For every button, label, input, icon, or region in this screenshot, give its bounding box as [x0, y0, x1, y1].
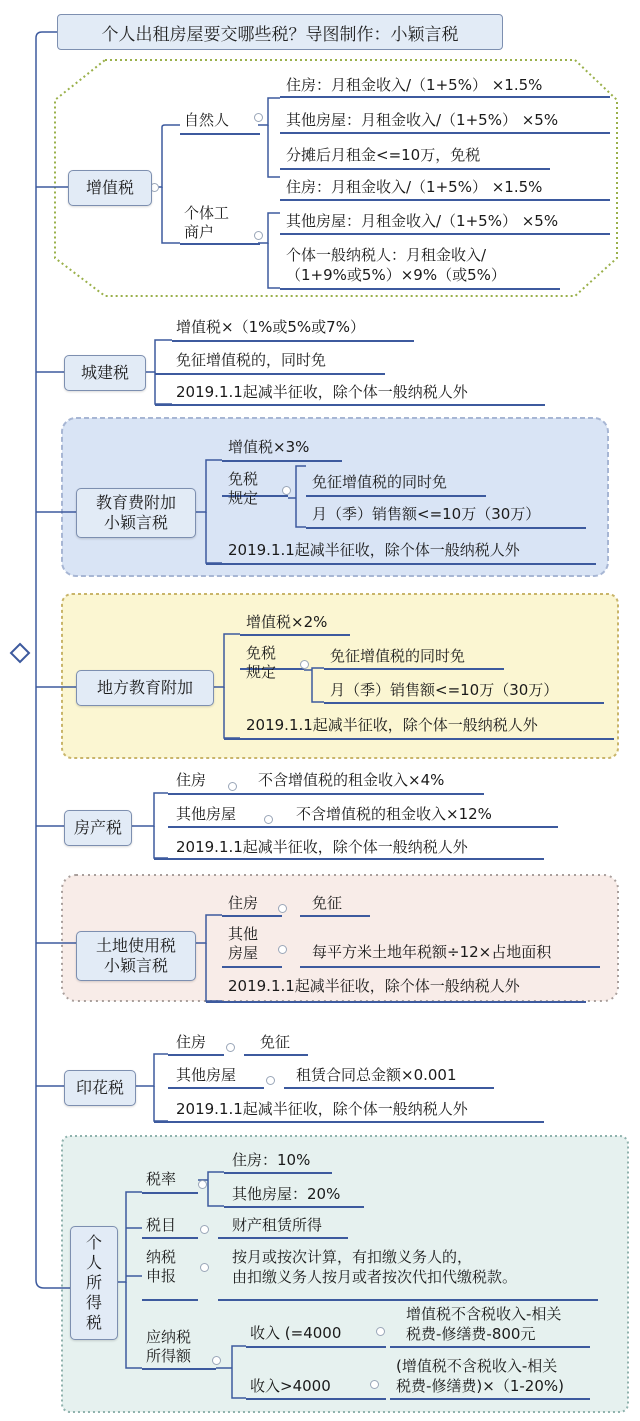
vat-biz-housing[interactable]: 住房：月租金收入/（1+5%） ×1.5% — [286, 178, 543, 196]
branch-underline — [280, 96, 610, 98]
branch-underline — [280, 233, 610, 235]
collapse-toggle-icon[interactable] — [300, 660, 309, 669]
branch-underline — [222, 966, 282, 968]
branch-underline — [240, 634, 350, 636]
city-half[interactable]: 2019.1.1起减半征收，除个体一般纳税人外 — [176, 383, 468, 401]
branch-underline — [268, 826, 558, 828]
branch-underline — [168, 1087, 264, 1089]
pit-high-value-2[interactable]: 税费-修缮费)×（1-20%) — [396, 1377, 564, 1395]
branch-underline — [180, 243, 260, 245]
collapse-toggle-icon[interactable] — [370, 1380, 379, 1389]
collapse-toggle-icon[interactable] — [278, 945, 287, 954]
node-land-use-tax[interactable]: 土地使用税 小颖言税 — [76, 931, 196, 981]
local-rate[interactable]: 增值税×2% — [246, 613, 328, 631]
branch-underline — [206, 1001, 586, 1003]
branch-underline — [222, 460, 342, 462]
vat-individual-business[interactable]: 个体工 商户 — [184, 204, 230, 241]
branch-underline — [206, 563, 596, 565]
stamp-housing[interactable]: 住房 — [176, 1033, 207, 1051]
branch-underline — [280, 132, 610, 134]
branch-underline — [390, 1398, 590, 1400]
collapse-toggle-icon[interactable] — [376, 1327, 385, 1336]
city-exempt[interactable]: 免征增值税的，同时免 — [176, 351, 327, 369]
edu-half[interactable]: 2019.1.1起减半征收，除个体一般纳税人外 — [228, 541, 520, 559]
map-title[interactable]: 个人出租房屋要交哪些税？导图制作：小颖言税 — [57, 14, 503, 50]
node-vat[interactable]: 增值税 — [68, 170, 152, 206]
edu-exempt-1[interactable]: 免征增值税的同时免 — [312, 473, 448, 491]
collapse-toggle-icon[interactable] — [226, 1043, 235, 1052]
collapse-toggle-icon[interactable] — [254, 231, 263, 240]
edu-exempt-rule[interactable]: 免税 规定 — [228, 470, 259, 507]
branch-underline — [300, 966, 600, 968]
collapse-toggle-icon[interactable] — [266, 1076, 275, 1085]
pit-low-value-2[interactable]: 税费-修缮费-800元 — [406, 1325, 536, 1343]
branch-underline — [284, 1087, 494, 1089]
node-city-tax[interactable]: 城建税 — [64, 355, 146, 391]
vat-biz-general-2[interactable]: （1+9%或5%）×9%（或5%） — [286, 266, 506, 284]
pit-declare-1[interactable]: 按月或按次计算，有扣缴义务人的， — [232, 1248, 473, 1266]
branch-underline — [142, 1299, 198, 1301]
land-other-value[interactable]: 每平方米土地年税额÷12×占地面积 — [312, 943, 552, 961]
branch-underline — [218, 1237, 348, 1239]
land-housing-value[interactable]: 免征 — [312, 894, 343, 912]
collapse-toggle-icon[interactable] — [278, 904, 287, 913]
branch-underline — [224, 1206, 364, 1208]
collapse-toggle-icon[interactable] — [254, 113, 263, 122]
vat-biz-general-1[interactable]: 个体一般纳税人：月租金收入/ — [286, 246, 487, 264]
pit-declare-label[interactable]: 纳税 申报 — [146, 1248, 177, 1285]
local-exempt-2[interactable]: 月（季）销售额<=10万（30万） — [330, 681, 559, 699]
collapse-toggle-icon[interactable] — [264, 815, 273, 824]
local-exempt-rule[interactable]: 免税 规定 — [246, 644, 277, 681]
branch-underline — [306, 495, 486, 497]
city-rate[interactable]: 增值税×（1%或5%或7%） — [176, 318, 365, 336]
branch-underline — [142, 1368, 216, 1370]
branch-underline — [154, 858, 544, 860]
property-housing[interactable]: 住房 — [176, 771, 207, 789]
land-half[interactable]: 2019.1.1起减半征收，除个体一般纳税人外 — [228, 977, 520, 995]
property-other[interactable]: 其他房屋 — [176, 805, 237, 823]
node-personal-income-tax[interactable]: 个 人 所 得 税 — [70, 1226, 118, 1340]
local-half[interactable]: 2019.1.1起减半征收，除个体一般纳税人外 — [246, 716, 538, 734]
branch-underline — [246, 1398, 386, 1400]
node-education-surcharge[interactable]: 教育费附加 小颖言税 — [76, 488, 196, 538]
vat-biz-other[interactable]: 其他房屋：月租金收入/（1+5%） ×5% — [286, 212, 559, 230]
vat-natural-other[interactable]: 其他房屋：月租金收入/（1+5%） ×5% — [286, 111, 559, 129]
pit-low-income[interactable]: 收入 (=4000 — [250, 1324, 342, 1342]
branch-underline — [280, 168, 550, 170]
branch-underline — [155, 373, 385, 375]
stamp-other-value[interactable]: 租赁合同总金额×0.001 — [296, 1066, 457, 1084]
branch-underline — [246, 1346, 386, 1348]
branch-underline — [224, 738, 614, 740]
pit-rate-label[interactable]: 税率 — [146, 1170, 177, 1188]
root-diamond — [11, 644, 29, 662]
property-half[interactable]: 2019.1.1起减半征收，除个体一般纳税人外 — [176, 838, 468, 856]
vat-natural-housing[interactable]: 住房：月租金收入/（1+5%） ×1.5% — [286, 76, 543, 94]
branch-underline — [180, 133, 260, 135]
collapse-toggle-icon[interactable] — [282, 486, 291, 495]
branch-underline — [168, 826, 268, 828]
branch-underline — [280, 199, 610, 201]
edu-exempt-2[interactable]: 月（季）销售额<=10万（30万） — [312, 505, 541, 523]
pit-taxable-label[interactable]: 应纳税 所得额 — [146, 1328, 192, 1365]
branch-underline — [142, 1237, 198, 1239]
stamp-housing-value[interactable]: 免征 — [260, 1033, 291, 1051]
branch-underline — [390, 1346, 590, 1348]
branch-underline — [154, 1121, 544, 1123]
branch-underline — [218, 1299, 598, 1301]
node-stamp-duty[interactable]: 印花税 — [64, 1070, 136, 1106]
branch-underline — [155, 404, 545, 406]
pit-high-value-1[interactable]: (增值税不含税收入-相关 — [396, 1357, 558, 1375]
pit-declare-2[interactable]: 由扣缴义务人按月或者按次代扣代缴税款。 — [232, 1268, 518, 1286]
stamp-half[interactable]: 2019.1.1起减半征收，除个体一般纳税人外 — [176, 1100, 468, 1118]
branch-underline — [244, 1054, 308, 1056]
collapse-toggle-icon[interactable] — [228, 782, 237, 791]
branch-underline — [168, 1054, 224, 1056]
pit-item-value[interactable]: 财产租赁所得 — [232, 1216, 323, 1234]
pit-item-label[interactable]: 税目 — [146, 1216, 177, 1234]
property-other-value[interactable]: 不含增值税的租金收入×12% — [296, 805, 492, 823]
pit-rate-housing[interactable]: 住房：10% — [232, 1151, 311, 1169]
collapse-toggle-icon[interactable] — [198, 1180, 207, 1189]
branch-underline — [142, 1192, 198, 1194]
branch-underline — [280, 288, 560, 290]
branch-underline — [222, 915, 282, 917]
property-housing-value[interactable]: 不含增值税的租金收入×4% — [258, 771, 445, 789]
collapse-toggle-icon[interactable] — [200, 1263, 209, 1272]
local-exempt-1[interactable]: 免征增值税的同时免 — [330, 647, 466, 665]
node-local-education[interactable]: 地方教育附加 — [76, 670, 214, 706]
stamp-other[interactable]: 其他房屋 — [176, 1066, 237, 1084]
vat-natural-exempt[interactable]: 分摊后月租金<=10万，免税 — [286, 146, 481, 164]
pit-rate-other[interactable]: 其他房屋：20% — [232, 1185, 341, 1203]
branch-underline — [224, 1172, 332, 1174]
node-property-tax[interactable]: 房产税 — [64, 810, 132, 846]
branch-underline — [244, 793, 484, 795]
pit-low-value-1[interactable]: 增值税不含税收入-相关 — [406, 1305, 562, 1323]
edu-rate[interactable]: 增值税×3% — [228, 438, 310, 456]
land-other[interactable]: 其他 房屋 — [228, 925, 259, 962]
vat-natural-person[interactable]: 自然人 — [184, 111, 230, 129]
branch-underline — [172, 340, 414, 342]
pit-high-income[interactable]: 收入>4000 — [250, 1377, 331, 1395]
branch-underline — [306, 527, 586, 529]
branch-underline — [168, 793, 244, 795]
branch-underline — [324, 668, 504, 670]
land-housing[interactable]: 住房 — [228, 894, 259, 912]
collapse-toggle-icon[interactable] — [212, 1356, 221, 1365]
collapse-toggle-icon[interactable] — [200, 1225, 209, 1234]
branch-underline — [300, 915, 370, 917]
branch-underline — [324, 702, 604, 704]
